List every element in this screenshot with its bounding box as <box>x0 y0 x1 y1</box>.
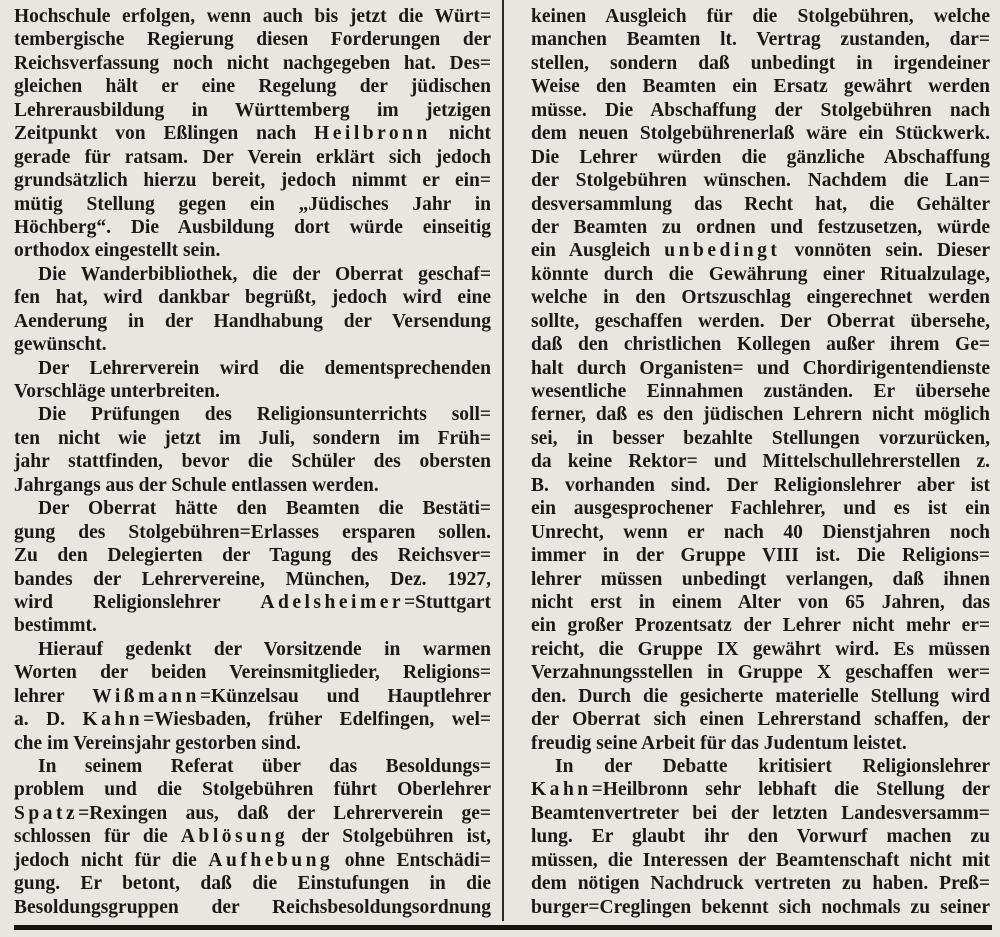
text-segment: ein Ausgleich <box>531 240 665 262</box>
letterspaced-person-name: Kahn <box>531 779 592 801</box>
text-line: ferner, daß es den jüdischen Lehrern nicht möglich <box>531 404 990 426</box>
letterspaced-person-name: Adelsheimer <box>260 591 405 613</box>
text-line: wesentliche Einnahmen zuständen. Er übersehe <box>531 381 990 402</box>
text-line <box>531 239 990 262</box>
text-line: welche in den Ortszuschlag eingerechnet werden <box>531 287 990 309</box>
text-line <box>14 802 491 825</box>
text-line: Die Prüfungen des Religionsunterrichts soll= <box>38 404 491 426</box>
letterspaced-person-name: Spatz <box>14 802 79 824</box>
text-line: Aenderung in der Handhabung der Versendung <box>14 310 491 332</box>
text-line: mütig Stellung gegen ein „Jüdisches Jahr in <box>14 193 491 215</box>
text-line: dem neuen Stolgebührenerlaß wäre ein Stückwerk. <box>531 123 990 145</box>
text-line <box>14 708 491 731</box>
text-line: lehrer müssen unbedingt verlangen, daß ihnen <box>531 568 990 590</box>
text-line: freudig seine Arbeit für das Judentum leistet. <box>531 732 907 754</box>
text-line: grundsätzlich hierzu bereit, jedoch nimmt er ein= <box>14 170 491 192</box>
text-segment: =Wiesbaden, früher Edelfingen, wel= <box>143 709 491 731</box>
paragraph <box>14 497 491 638</box>
letterspaced-person-name: Wißmann <box>92 685 200 707</box>
text-line: bandes der Lehrervereine, München, Dez. 1927, <box>14 568 491 590</box>
text-segment: schlossen für die <box>14 826 181 848</box>
text-line <box>14 685 491 708</box>
text-line: Höchberg“. Die Ausbildung dort würde einseitig <box>14 216 491 238</box>
text-line: tembergische Regierung diesen Forderungen der <box>14 29 491 51</box>
text-segment: lehrer <box>14 685 93 707</box>
text-line: Verzahnungsstellen in Gruppe X geschaffen wer= <box>531 662 990 684</box>
text-segment: nicht <box>430 123 491 145</box>
text-line: der Stolgebühren wünschen. Nachdem die Lan= <box>531 170 990 192</box>
text-line: stellen, sondern daß unbedingt in irgendeiner <box>531 52 990 74</box>
text-line: Beamtenvertreter bei der letzten Landesversamm= <box>531 802 990 824</box>
text-line: gleichen hält er eine Regelung der jüdischen <box>14 76 491 98</box>
text-line: gerade für ratsam. Der Verein erklärt sich jedoch <box>14 146 491 168</box>
column-divider <box>502 0 504 921</box>
text-line <box>14 122 491 145</box>
text-line: ein großer Prozentsatz der Lehrer nicht mehr er= <box>531 615 990 637</box>
paragraph <box>14 755 491 919</box>
text-line: reicht, die Gruppe IX gewährt wird. Es müssen <box>531 638 990 660</box>
text-line: halt durch Organisten= und Chordirigentendienste <box>531 357 990 379</box>
text-line: Der Oberrat hätte den Beamten die Bestäti= <box>38 498 491 520</box>
text-line: müssen, die Interessen der Beamtenschaft nicht mit <box>531 849 990 871</box>
text-line: den. Durch die gesicherte materielle Stellung wird <box>531 685 990 707</box>
text-line: Besoldungsgruppen der Reichsbesoldungsordnung <box>14 896 491 918</box>
letterspaced-word: Aufhebung <box>208 849 334 871</box>
paragraph <box>14 638 491 755</box>
text-line: Vorschläge unterbreiten. <box>14 381 220 402</box>
text-line: Die Wanderbibliothek, die der Oberrat geschaf= <box>38 263 491 285</box>
text-line: Die Lehrer würden die gänzliche Abschaffung <box>531 146 990 168</box>
paragraph <box>14 5 491 263</box>
text-line: In seinem Referat über das Besoldungs= <box>38 756 491 777</box>
text-line: Weise den Beamten ein Ersatz gewährt werden <box>531 76 990 98</box>
text-line: burger=Creglingen bekennt sich nochmals zu seiner <box>531 896 990 918</box>
text-line: nicht erst in einem Alter von 65 Jahren, das <box>531 591 990 613</box>
text-line: orthodox eingestellt sein. <box>14 240 221 262</box>
text-line: gewünscht. <box>14 334 107 356</box>
text-line: Hierauf gedenkt der Vorsitzende in warmen <box>38 638 491 660</box>
text-line: jahr stattfinden, bevor die Schüler des obersten <box>14 451 491 473</box>
text-segment: =Heilbronn sehr lebhaft die Stellung der <box>591 779 990 801</box>
text-segment: vonnöten sein. Dieser <box>780 240 990 262</box>
text-line: ten nicht wie jetzt im Juli, sondern im Früh= <box>14 427 491 449</box>
text-segment: Zeitpunkt von Eßlingen nach <box>14 123 315 145</box>
text-line: daß den christlichen Kollegen außer ihrem Ge= <box>531 334 990 356</box>
text-segment: =Künzelsau und Hauptlehrer <box>199 685 491 707</box>
text-line: manchen Beamten lt. Vertrag zustanden, dar= <box>531 29 990 51</box>
text-segment: jedoch nicht für die <box>14 849 209 871</box>
text-line: Jahrgangs aus der Schule entlassen werden. <box>14 474 379 496</box>
text-line: Worten der beiden Vereinsmitglieder, Religions= <box>14 662 491 684</box>
text-line: sei, in besser bezahlte Stellungen vorzurücken, <box>531 427 990 449</box>
letterspaced-word: unbedingt <box>664 240 781 262</box>
text-line: gung des Stolgebühren=Erlasses ersparen sollen. <box>14 521 491 543</box>
text-line: immer in der Gruppe VIII ist. Die Religions= <box>531 545 990 567</box>
text-line: müsse. Die Abschaffung der Stolgebühren nach <box>531 99 990 121</box>
text-line <box>14 849 491 872</box>
text-segment: der Stolgebühren ist, <box>288 826 491 848</box>
right-column <box>531 5 990 919</box>
text-line: sollte, geschaffen werden. Der Oberrat übersehe, <box>531 310 990 332</box>
text-line: der Oberrat sich einen Lehrerstand schaffen, der <box>531 709 990 731</box>
text-line: Hochschule erfolgen, wenn auch bis jetzt die Würt= <box>14 6 491 27</box>
paragraph <box>14 263 491 357</box>
text-line: Reichsverfassung noch nicht nachgegeben hat. Des= <box>14 52 491 74</box>
text-line: Unrecht, wenn er nach 40 Dienstjahren noch <box>531 521 990 543</box>
text-line: ein ausgesprochener Fachlehrer, und es ist ein <box>531 498 990 520</box>
text-segment: ohne Entschädi= <box>333 849 492 871</box>
paragraph <box>14 403 491 497</box>
text-segment: wird Religionslehrer <box>14 591 261 613</box>
text-line <box>14 825 491 848</box>
text-line: dem nötigen Nachdruck vertreten zu haben. Preß= <box>531 873 990 895</box>
paragraph <box>14 357 491 404</box>
text-line: problem und die Stolgebühren führt Oberlehrer <box>14 779 491 801</box>
text-line: bestimmt. <box>14 615 97 637</box>
text-line: In der Debatte kritisiert Religionslehrer <box>555 756 990 777</box>
text-line: da keine Rektor= und Mittelschullehrerstellen z. <box>531 451 990 473</box>
text-segment: a. D. <box>14 709 83 731</box>
paragraph <box>531 5 990 755</box>
left-column <box>14 5 491 919</box>
text-line: fen hat, wird dankbar begrüßt, jedoch wird eine <box>14 287 491 309</box>
text-segment: =Stuttgart <box>404 591 491 613</box>
bottom-rule <box>14 925 992 930</box>
text-line: könnte durch die Gewährung einer Ritualzulage, <box>531 263 990 285</box>
text-line: desversammlung das Recht hat, die Gehälter <box>531 193 990 215</box>
text-segment: =Rexingen aus, daß der Lehrerverein ge= <box>78 802 491 824</box>
text-line: lung. Er glaubt ihr den Vorwurf machen zu <box>531 826 990 848</box>
text-line: Lehrerausbildung in Württemberg im jetzigen <box>14 99 491 121</box>
text-line <box>531 778 990 801</box>
paragraph <box>531 755 990 919</box>
text-line: B. vorhanden sind. Der Religionslehrer aber ist <box>531 474 990 496</box>
letterspaced-person-name: Kahn <box>82 709 144 731</box>
text-line: che im Vereinsjahr gestorben sind. <box>14 732 301 754</box>
text-line <box>14 591 491 614</box>
text-line: Der Lehrerverein wird die dementsprechenden <box>38 357 491 379</box>
letterspaced-place-name: Heilbronn <box>314 123 431 145</box>
letterspaced-word: Ablösung <box>180 826 289 848</box>
text-line: der Beamten zu ordnen und festzusetzen, würde <box>531 216 990 238</box>
text-line: Zu den Delegierten der Tagung des Reichsver= <box>14 545 491 567</box>
text-line: gung. Er betont, daß die Einstufungen in die <box>14 873 491 895</box>
text-line: keinen Ausgleich für die Stolgebühren, welche <box>531 6 990 27</box>
